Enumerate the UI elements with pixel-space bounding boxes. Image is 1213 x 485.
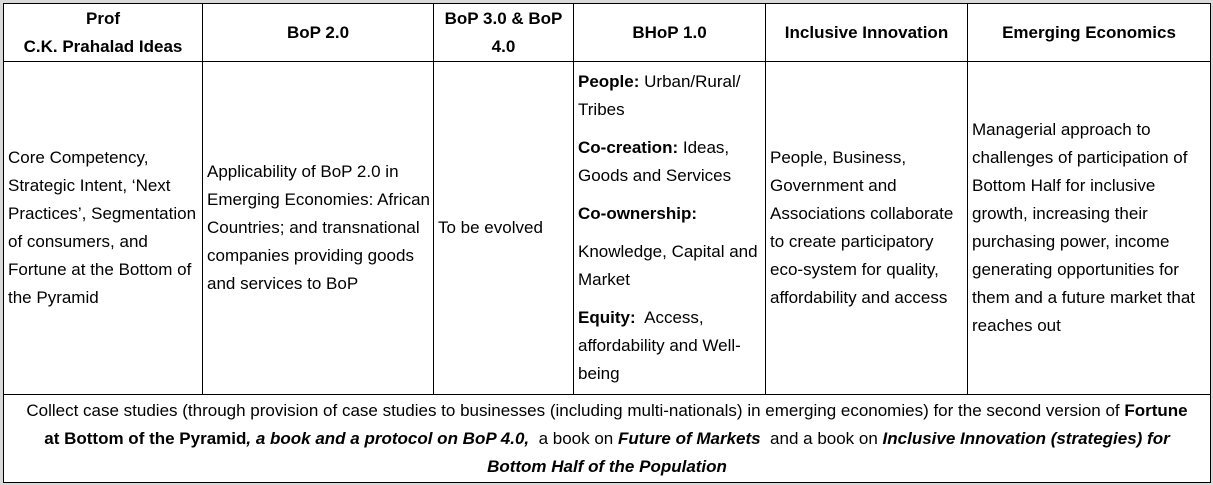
book-protocol-bop-4: , a book and a protocol on BoP 4.0, (246, 428, 530, 448)
cell-bhop-1 (574, 62, 766, 395)
header-prof-ck-prahalad-ideas: Prof C.K. Prahalad Ideas (4, 4, 203, 62)
header-bhop-1: BHoP 1.0 (574, 4, 766, 62)
comparison-table (3, 3, 1211, 483)
bhop-co-creation: Co-creation: Ideas, Goods and Services (578, 138, 732, 185)
cell-prof-ideas: Core Competency, Strategic Intent, ‘Next Practices’, Segmentation of consumers, and Fortune at the Bottom of the Pyramid (4, 62, 203, 395)
footer-cell: Collect case studies (through provision of case studies to businesses (including multi-nationals) in emerging economies) for the second version of Fortune at Bottom of the Pyramid, a book and a protocol on BoP 4.0, a book on Future of Markets and a book on Inclusive Innovation (strategies) for Bottom Half of the Population (4, 395, 1211, 483)
book-title-inclusive-innovation: Inclusive Innovation (strategies) for Bottom Half of the Population (487, 428, 1170, 476)
cell-inclusive-innovation: People, Business, Government and Associations collaborate to create participatory eco-system for quality, affordability and access (766, 62, 968, 395)
header-inclusive-innovation: Inclusive Innovation (766, 4, 968, 62)
cell-bop-3-4: To be evolved (434, 62, 574, 395)
content-row (4, 62, 1211, 395)
bhop-people: People: Urban/Rural/ Tribes (578, 72, 741, 119)
header-row (4, 4, 1211, 62)
header-emerging-economics: Emerging Economics (968, 4, 1211, 62)
header-bop-3-4: BoP 3.0 & BoP 4.0 (434, 4, 574, 62)
book-title-fortune: Fortune at Bottom of the Pyramid (44, 400, 1188, 448)
bhop-co-ownership: Co-ownership: Knowledge, Capital and Market (578, 204, 758, 289)
cell-emerging-economics: Managerial approach to challenges of participation of Bottom Half for inclusive growth, increasing their purchasing power, income generating opportunities for them and a future market that reaches out (968, 62, 1211, 395)
book-title-future-of-markets: Future of Markets (617, 428, 761, 448)
bhop-equity: Equity: Access, affordability and Well-being (578, 308, 741, 383)
header-bop-2: BoP 2.0 (203, 4, 434, 62)
footer-row (4, 395, 1211, 483)
cell-bop-2: Applicability of BoP 2.0 in Emerging Economies: African Countries; and transnational companies providing goods and services to BoP (203, 62, 434, 395)
